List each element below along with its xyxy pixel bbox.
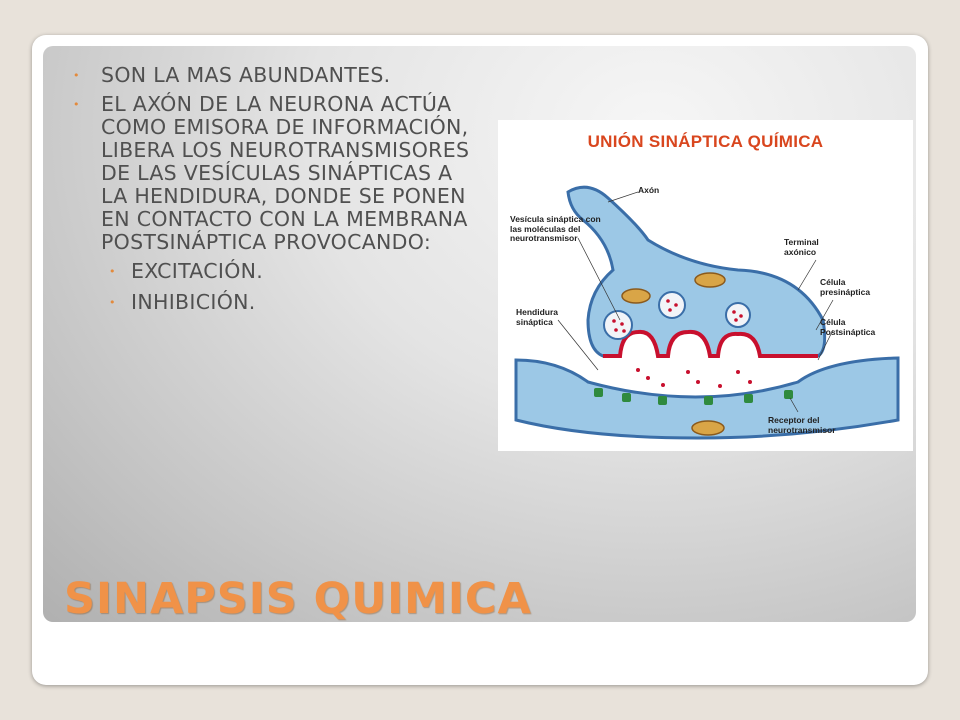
label-postsynaptic: Célula Postsináptica — [820, 317, 876, 337]
sub-bullet-item — [109, 290, 481, 314]
sub-bullet-text: EXCITACIÓN. — [131, 259, 264, 283]
bullet-dot-icon: • — [73, 69, 80, 82]
bullet-item — [73, 63, 481, 87]
bullet-text: EL AXÓN DE LA NEURONA ACTÚA COMO EMISORA DE INFORMACIÓN, LIBERA LOS NEUROTRANSMISORES DE LAS VESÍCULAS SINÁPTICAS A LA HENDIDURA, DONDE SE PONEN EN CONTACTO CON LA MEMBRANA POSTSINÁPTICA PROVOCANDO: — [101, 92, 470, 254]
label-axon: Axón — [638, 185, 660, 195]
synapse-figure — [498, 120, 913, 451]
label-cleft: Hendidura sináptica — [516, 307, 559, 327]
label-receptor: Receptor del neurotransmisor — [768, 415, 836, 435]
bullet-dot-icon: • — [109, 265, 116, 278]
sub-bullet-text: INHIBICIÓN. — [131, 290, 256, 314]
bullet-dot-icon: • — [73, 98, 80, 111]
bullet-dot-icon: • — [109, 296, 116, 309]
bullet-text: SON LA MAS ABUNDANTES. — [101, 63, 391, 87]
figure-title: UNIÓN SINÁPTICA QUÍMICA — [587, 132, 824, 151]
label-presynaptic: Célula presináptica — [820, 277, 871, 297]
label-terminal: Terminal axónico — [784, 237, 819, 257]
sub-bullet-item — [109, 259, 481, 283]
slide-title: SINAPSIS QUIMICA — [64, 574, 532, 622]
label-vesicle: Vesícula sináptica con las moléculas del neurotransmisor — [510, 214, 601, 243]
bullet-item — [73, 92, 481, 254]
bullet-list — [73, 63, 481, 322]
